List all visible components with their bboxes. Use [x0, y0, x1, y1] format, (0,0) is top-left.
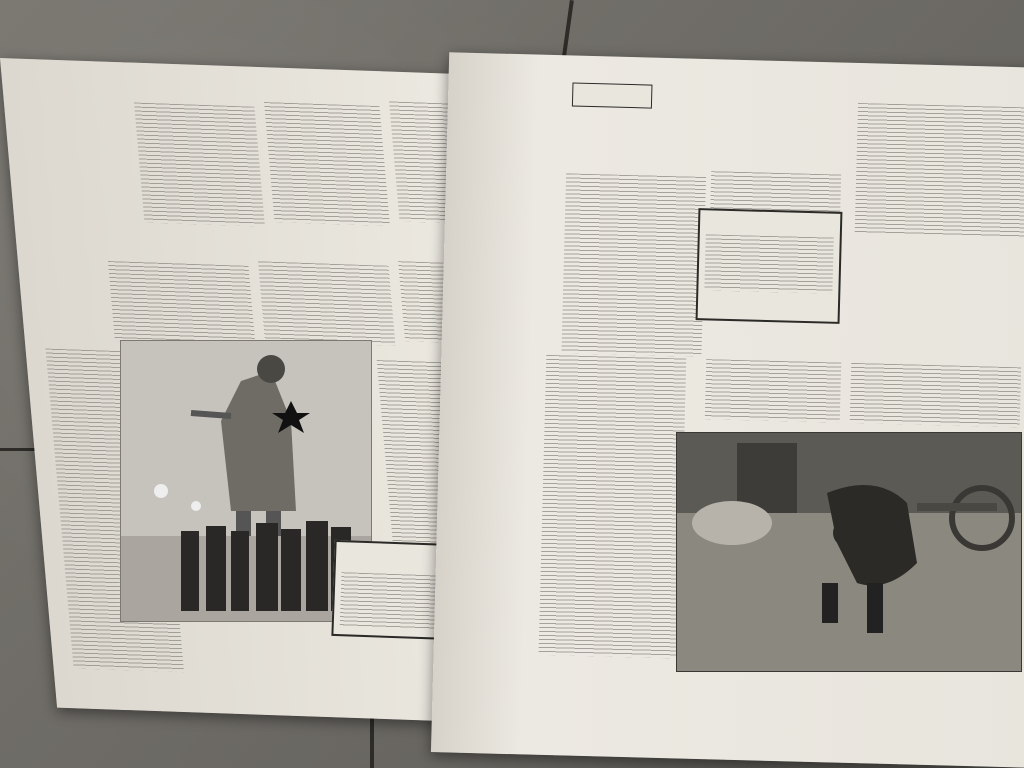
kicker-box: [572, 83, 653, 109]
pavement-crack: [370, 712, 374, 768]
text-column: [108, 261, 256, 346]
text-column: [539, 355, 687, 659]
winterhulp-text: [704, 234, 833, 293]
text-column: [850, 363, 1022, 427]
photo-scene: [677, 433, 1021, 671]
text-column: [855, 103, 1024, 237]
text-column: [264, 102, 390, 226]
text-column: [134, 103, 265, 227]
text-column: [705, 359, 842, 423]
storm-box-text: [340, 572, 446, 631]
winterhulp-box: [696, 208, 843, 324]
news-photo: [676, 432, 1022, 672]
text-column: [258, 261, 396, 345]
text-column: [561, 173, 706, 357]
